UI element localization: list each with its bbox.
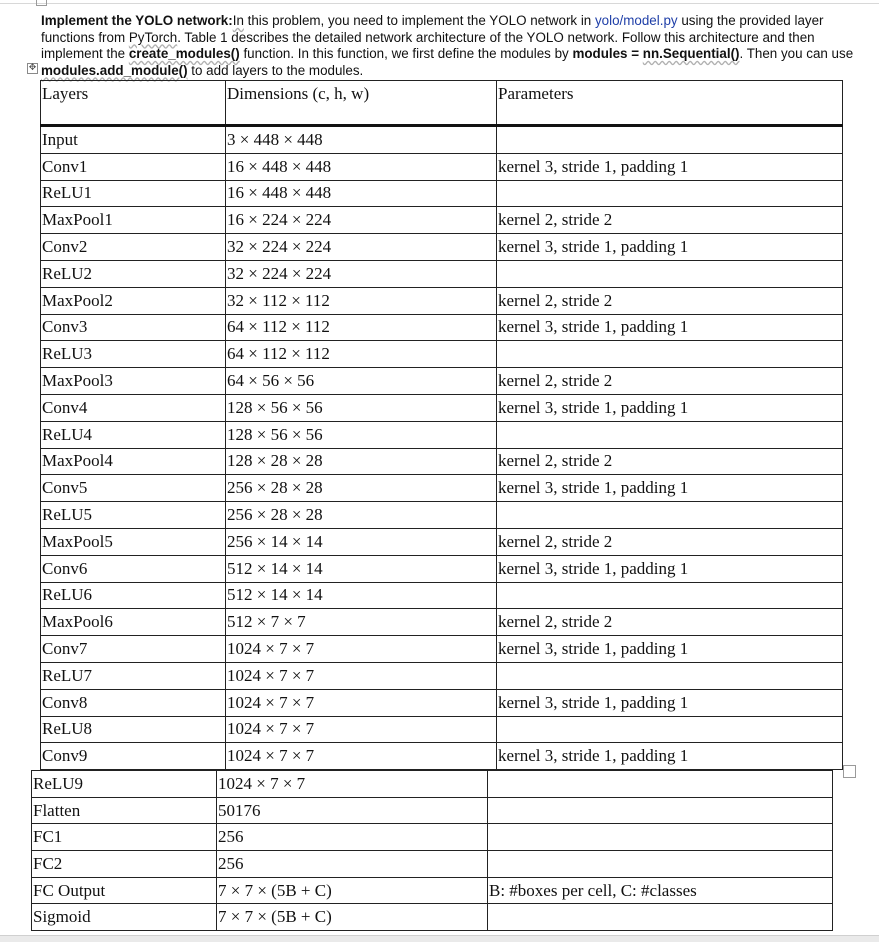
cell-dimensions: 1024 × 7 × 7 xyxy=(226,743,497,770)
cell-layer: ReLU3 xyxy=(41,341,226,368)
table-row xyxy=(41,502,843,529)
cell-parameters: kernel 2, stride 2 xyxy=(497,368,843,395)
cell-dimensions: 128 × 28 × 28 xyxy=(226,448,497,475)
table-row xyxy=(41,180,843,207)
cell-layer: MaxPool2 xyxy=(41,287,226,314)
cell-parameters xyxy=(488,824,833,851)
table-row xyxy=(41,234,843,261)
cell-layer: MaxPool3 xyxy=(41,368,226,395)
cell-dimensions: 32 × 224 × 224 xyxy=(226,260,497,287)
table-row xyxy=(41,716,843,743)
cell-layer: Conv4 xyxy=(41,394,226,421)
cell-layer: FC Output xyxy=(32,877,217,904)
cell-dimensions: 512 × 14 × 14 xyxy=(226,582,497,609)
table-row xyxy=(41,743,843,770)
cell-parameters: kernel 2, stride 2 xyxy=(497,287,843,314)
intro-text-3: . Table 1 describes the detailed network architecture of the YOLO network. Follow this architecture and then implement the xyxy=(41,29,815,61)
cell-parameters: kernel 3, stride 1, padding 1 xyxy=(497,153,843,180)
cell-dimensions: 32 × 224 × 224 xyxy=(226,234,497,261)
cell-layer: MaxPool4 xyxy=(41,448,226,475)
cell-parameters xyxy=(497,260,843,287)
cell-layer: ReLU4 xyxy=(41,421,226,448)
cell-dimensions: 256 xyxy=(217,851,488,878)
header-layers: Layers xyxy=(41,81,226,126)
cell-layer: Conv6 xyxy=(41,555,226,582)
cell-parameters xyxy=(488,797,833,824)
cell-parameters xyxy=(497,126,843,154)
cell-dimensions: 256 × 14 × 14 xyxy=(226,528,497,555)
cell-dimensions: 1024 × 7 × 7 xyxy=(226,636,497,663)
cell-dimensions: 7 × 7 × (5B + C) xyxy=(217,904,488,931)
cell-dimensions: 3 × 448 × 448 xyxy=(226,126,497,154)
cell-dimensions: 32 × 112 × 112 xyxy=(226,287,497,314)
cell-dimensions: 16 × 448 × 448 xyxy=(226,180,497,207)
cell-layer: MaxPool1 xyxy=(41,207,226,234)
header-parameters: Parameters xyxy=(497,81,843,126)
cell-layer: ReLU7 xyxy=(41,662,226,689)
cell-parameters: kernel 2, stride 2 xyxy=(497,609,843,636)
cell-layer: ReLU6 xyxy=(41,582,226,609)
cell-parameters xyxy=(488,904,833,931)
cell-dimensions: 50176 xyxy=(217,797,488,824)
cell-parameters xyxy=(488,771,833,798)
architecture-table xyxy=(40,80,843,770)
cell-parameters: kernel 2, stride 2 xyxy=(497,448,843,475)
cell-parameters: B: #boxes per cell, C: #classes xyxy=(488,877,833,904)
cell-dimensions: 64 × 112 × 112 xyxy=(226,314,497,341)
table-row xyxy=(41,528,843,555)
cell-parameters: kernel 3, stride 1, padding 1 xyxy=(497,743,843,770)
intro-title: Implement the YOLO network: xyxy=(41,13,233,28)
intro-text-4: function. In this function, we first define the modules by xyxy=(239,46,573,61)
cell-parameters: kernel 3, stride 1, padding 1 xyxy=(497,314,843,341)
cell-layer: ReLU9 xyxy=(32,771,217,798)
intro-paragraph xyxy=(41,13,856,79)
page-top-border xyxy=(0,3,879,4)
cell-parameters: kernel 3, stride 1, padding 1 xyxy=(497,689,843,716)
cell-parameters: kernel 3, stride 1, padding 1 xyxy=(497,555,843,582)
cell-layer: Conv5 xyxy=(41,475,226,502)
table-header-row xyxy=(41,81,843,126)
cell-layer: MaxPool5 xyxy=(41,528,226,555)
table-end-marker xyxy=(843,765,856,778)
cell-dimensions: 1024 × 7 × 7 xyxy=(226,662,497,689)
cell-layer: MaxPool6 xyxy=(41,609,226,636)
table-row xyxy=(41,662,843,689)
table-row xyxy=(41,394,843,421)
table-row xyxy=(41,368,843,395)
cell-dimensions: 512 × 14 × 14 xyxy=(226,555,497,582)
cell-dimensions: 1024 × 7 × 7 xyxy=(217,771,488,798)
table-row xyxy=(41,609,843,636)
table-row xyxy=(32,824,833,851)
cell-parameters xyxy=(488,851,833,878)
cell-dimensions: 16 × 448 × 448 xyxy=(226,153,497,180)
cell-layer: FC2 xyxy=(32,851,217,878)
table-row xyxy=(41,126,843,154)
cell-dimensions: 256 × 28 × 28 xyxy=(226,475,497,502)
cell-parameters: kernel 3, stride 1, padding 1 xyxy=(497,394,843,421)
table-row xyxy=(41,341,843,368)
cell-layer: ReLU2 xyxy=(41,260,226,287)
table-row xyxy=(41,689,843,716)
intro-text-in: In xyxy=(232,13,244,28)
table-row xyxy=(41,582,843,609)
cell-parameters xyxy=(497,341,843,368)
table-row xyxy=(41,153,843,180)
table-row xyxy=(32,771,833,798)
table-row xyxy=(32,797,833,824)
intro-text-1: this problem, you need to implement the YOLO network in xyxy=(243,13,595,28)
page-corner-mark xyxy=(36,0,47,6)
table-row xyxy=(32,904,833,931)
cell-dimensions: 256 × 28 × 28 xyxy=(226,502,497,529)
cell-parameters xyxy=(497,502,843,529)
cell-layer: Conv3 xyxy=(41,314,226,341)
table-row xyxy=(41,260,843,287)
model-file-link[interactable]: yolo/model.py xyxy=(594,13,678,28)
cell-layer: Conv2 xyxy=(41,234,226,261)
table-row xyxy=(41,287,843,314)
cell-parameters: kernel 2, stride 2 xyxy=(497,207,843,234)
cell-dimensions: 64 × 112 × 112 xyxy=(226,341,497,368)
table-row xyxy=(41,475,843,502)
cell-dimensions: 128 × 56 × 56 xyxy=(226,421,497,448)
cell-parameters xyxy=(497,421,843,448)
table-row xyxy=(41,555,843,582)
cell-parameters xyxy=(497,180,843,207)
header-dimensions: Dimensions (c, h, w) xyxy=(226,81,497,126)
cell-dimensions: 64 × 56 × 56 xyxy=(226,368,497,395)
cell-dimensions: 512 × 7 × 7 xyxy=(226,609,497,636)
cell-layer: Input xyxy=(41,126,226,154)
cell-layer: Conv8 xyxy=(41,689,226,716)
create-modules-code: create_modules() xyxy=(128,46,240,61)
cell-parameters xyxy=(497,716,843,743)
cell-layer: Flatten xyxy=(32,797,217,824)
cell-parameters: kernel 3, stride 1, padding 1 xyxy=(497,636,843,663)
table-row xyxy=(32,877,833,904)
table-row xyxy=(41,314,843,341)
cell-parameters: kernel 3, stride 1, padding 1 xyxy=(497,234,843,261)
table-row xyxy=(41,207,843,234)
table-row xyxy=(41,636,843,663)
cell-layer: ReLU5 xyxy=(41,502,226,529)
cell-layer: FC1 xyxy=(32,824,217,851)
cell-dimensions: 16 × 224 × 224 xyxy=(226,207,497,234)
table-row xyxy=(41,448,843,475)
modules-code: modules = xyxy=(572,46,640,61)
pytorch-term: PyTorch xyxy=(128,29,178,45)
sequential-code: nn.Sequential() xyxy=(642,46,740,61)
architecture-table-continued xyxy=(31,770,833,931)
cell-parameters: kernel 2, stride 2 xyxy=(497,528,843,555)
cell-parameters xyxy=(497,662,843,689)
intro-text-5: . Then you can use xyxy=(739,46,854,61)
cell-dimensions: 7 × 7 × (5B + C) xyxy=(217,877,488,904)
cell-dimensions: 256 xyxy=(217,824,488,851)
cell-dimensions: 1024 × 7 × 7 xyxy=(226,689,497,716)
cell-layer: Conv1 xyxy=(41,153,226,180)
add-module-code: modules.add_module() xyxy=(41,62,188,78)
table-row xyxy=(41,421,843,448)
cell-layer: Conv9 xyxy=(41,743,226,770)
cell-layer: Sigmoid xyxy=(32,904,217,931)
cell-layer: ReLU1 xyxy=(41,180,226,207)
cell-layer: ReLU8 xyxy=(41,716,226,743)
cell-parameters: kernel 3, stride 1, padding 1 xyxy=(497,475,843,502)
cell-parameters xyxy=(497,582,843,609)
cell-dimensions: 128 × 56 × 56 xyxy=(226,394,497,421)
table-row xyxy=(32,851,833,878)
table-move-handle-icon[interactable]: ✥ xyxy=(28,63,37,73)
cell-dimensions: 1024 × 7 × 7 xyxy=(226,716,497,743)
cell-layer: Conv7 xyxy=(41,636,226,663)
intro-text-6: to add layers to the modules. xyxy=(187,62,364,78)
intro-text-2: using the provided layer functions from xyxy=(41,13,824,45)
